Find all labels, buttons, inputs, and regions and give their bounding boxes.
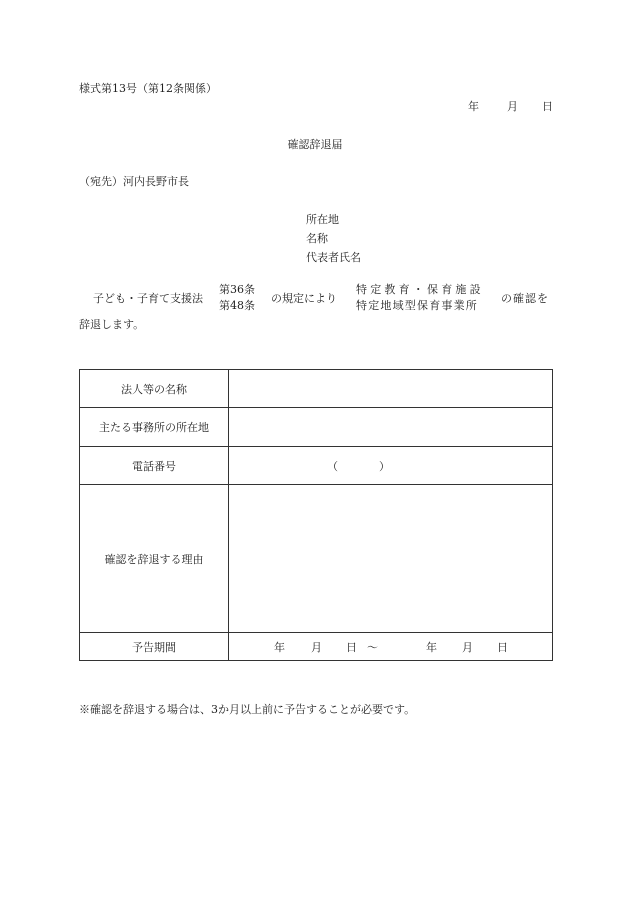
phone-label: 電話番号	[80, 447, 229, 485]
reason-label: 確認を辞退する理由	[80, 485, 229, 633]
form-number: 様式第13号（第12条関係）	[79, 82, 217, 95]
applicant-representative-label: 代表者氏名	[306, 251, 361, 264]
applicant-block	[306, 210, 361, 267]
declaration-middle: の規定により	[271, 292, 337, 305]
table-row-corp-name	[80, 370, 553, 408]
period-range-tilde: ～	[367, 640, 378, 654]
document-title: 確認辞退届	[287, 138, 343, 151]
period-start-year-label: 年	[274, 640, 285, 654]
table-row-office-address	[80, 408, 553, 447]
withdrawal-info-table	[79, 369, 553, 661]
date-year-label: 年	[468, 100, 479, 113]
applicant-name-label: 名称	[306, 232, 328, 245]
period-end-year-label: 年	[426, 640, 437, 654]
notice-period-field[interactable]	[229, 633, 553, 661]
table-row-reason	[80, 485, 553, 633]
declaration-facility-option-1: 特定教育・保育施設	[356, 283, 484, 296]
addressee: （宛先）河内長野市長	[79, 175, 189, 188]
period-end-month-label: 月	[462, 640, 473, 654]
period-start-month-label: 月	[311, 640, 322, 654]
phone-area-code-close-paren: ）	[379, 459, 390, 473]
declaration-intro: 子ども・子育て支援法	[93, 292, 203, 305]
table-row-notice-period	[80, 633, 553, 661]
corp-name-label: 法人等の名称	[80, 370, 229, 408]
declaration-article-36: 第36条	[219, 283, 255, 296]
declaration-continuation: 辞退します。	[79, 318, 145, 331]
date-day-label: 日	[542, 100, 553, 113]
office-address-field[interactable]	[229, 408, 553, 447]
declaration-article-48: 第48条	[219, 299, 255, 312]
footnote: ※確認を辞退する場合は、3か月以上前に予告することが必要です。	[79, 703, 416, 716]
phone-area-code-open-paren: （	[327, 459, 338, 473]
corp-name-field[interactable]	[229, 370, 553, 408]
period-start-day-label: 日	[346, 640, 357, 654]
office-address-label: 主たる事務所の所在地	[80, 408, 229, 447]
table-row-phone	[80, 447, 553, 485]
date-month-label: 月	[507, 100, 518, 113]
reason-field[interactable]	[229, 485, 553, 633]
period-end-day-label: 日	[497, 640, 508, 654]
applicant-address-label: 所在地	[306, 213, 339, 226]
declaration-end: の確認を	[501, 292, 549, 305]
declaration-text	[79, 283, 553, 333]
declaration-facility-option-2: 特定地域型保育事業所	[356, 299, 478, 312]
phone-field[interactable]	[229, 447, 553, 485]
notice-period-label: 予告期間	[80, 633, 229, 661]
